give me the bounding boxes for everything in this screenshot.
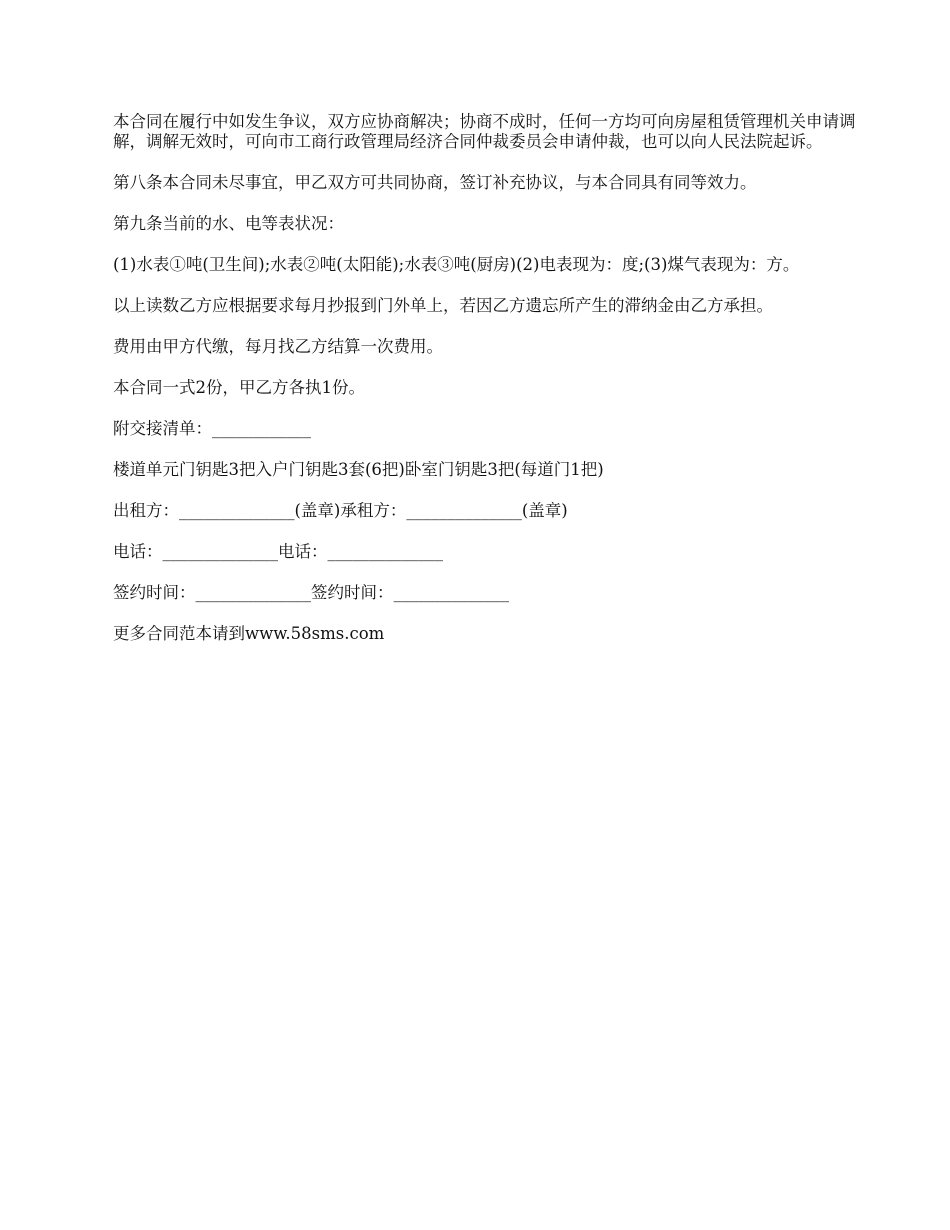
paragraph-fee-payment: 费用由甲方代缴，每月找乙方结算一次费用。 xyxy=(113,337,443,356)
paragraph-dispute: 本合同在履行中如发生争议，双方应协商解决；协商不成时，任何一方均可向房屋租赁管理机关申请调解，调解无效时，可向市工商行政管理局经济合同仲裁委员会申请仲裁，也可以向人民法院起诉。 xyxy=(113,112,856,151)
paragraph-lessor-lessee: 出租方：______________(盖章)承租方：______________(盖章) xyxy=(113,501,568,520)
paragraph-handover-list: 附交接清单：____________ xyxy=(113,419,311,438)
paragraph-phone: 电话：______________电话：______________ xyxy=(113,542,443,561)
paragraph-signing-time: 签约时间：______________签约时间：______________ xyxy=(113,583,509,602)
document-body xyxy=(113,112,858,665)
paragraph-keys: 楼道单元门钥匙3把入户门钥匙3套(6把)卧室门钥匙3把(每道门1把) xyxy=(113,460,604,479)
paragraph-reading-report: 以上读数乙方应根据要求每月抄报到门外单上，若因乙方遗忘所产生的滞纳金由乙方承担。 xyxy=(113,296,773,315)
paragraph-article-9: 第九条当前的水、电等表状况： xyxy=(113,214,344,233)
paragraph-footer-link: 更多合同范本请到www.58sms.com xyxy=(113,624,385,643)
paragraph-copies: 本合同一式2份，甲乙方各执1份。 xyxy=(113,378,365,397)
paragraph-meter-readings: (1)水表①吨(卫生间);水表②吨(太阳能);水表③吨(厨房)(2)电表现为：度;(3)煤气表现为：方。 xyxy=(113,255,800,274)
paragraph-article-8: 第八条本合同未尽事宜，甲乙双方可共同协商，签订补充协议，与本合同具有同等效力。 xyxy=(113,173,757,192)
